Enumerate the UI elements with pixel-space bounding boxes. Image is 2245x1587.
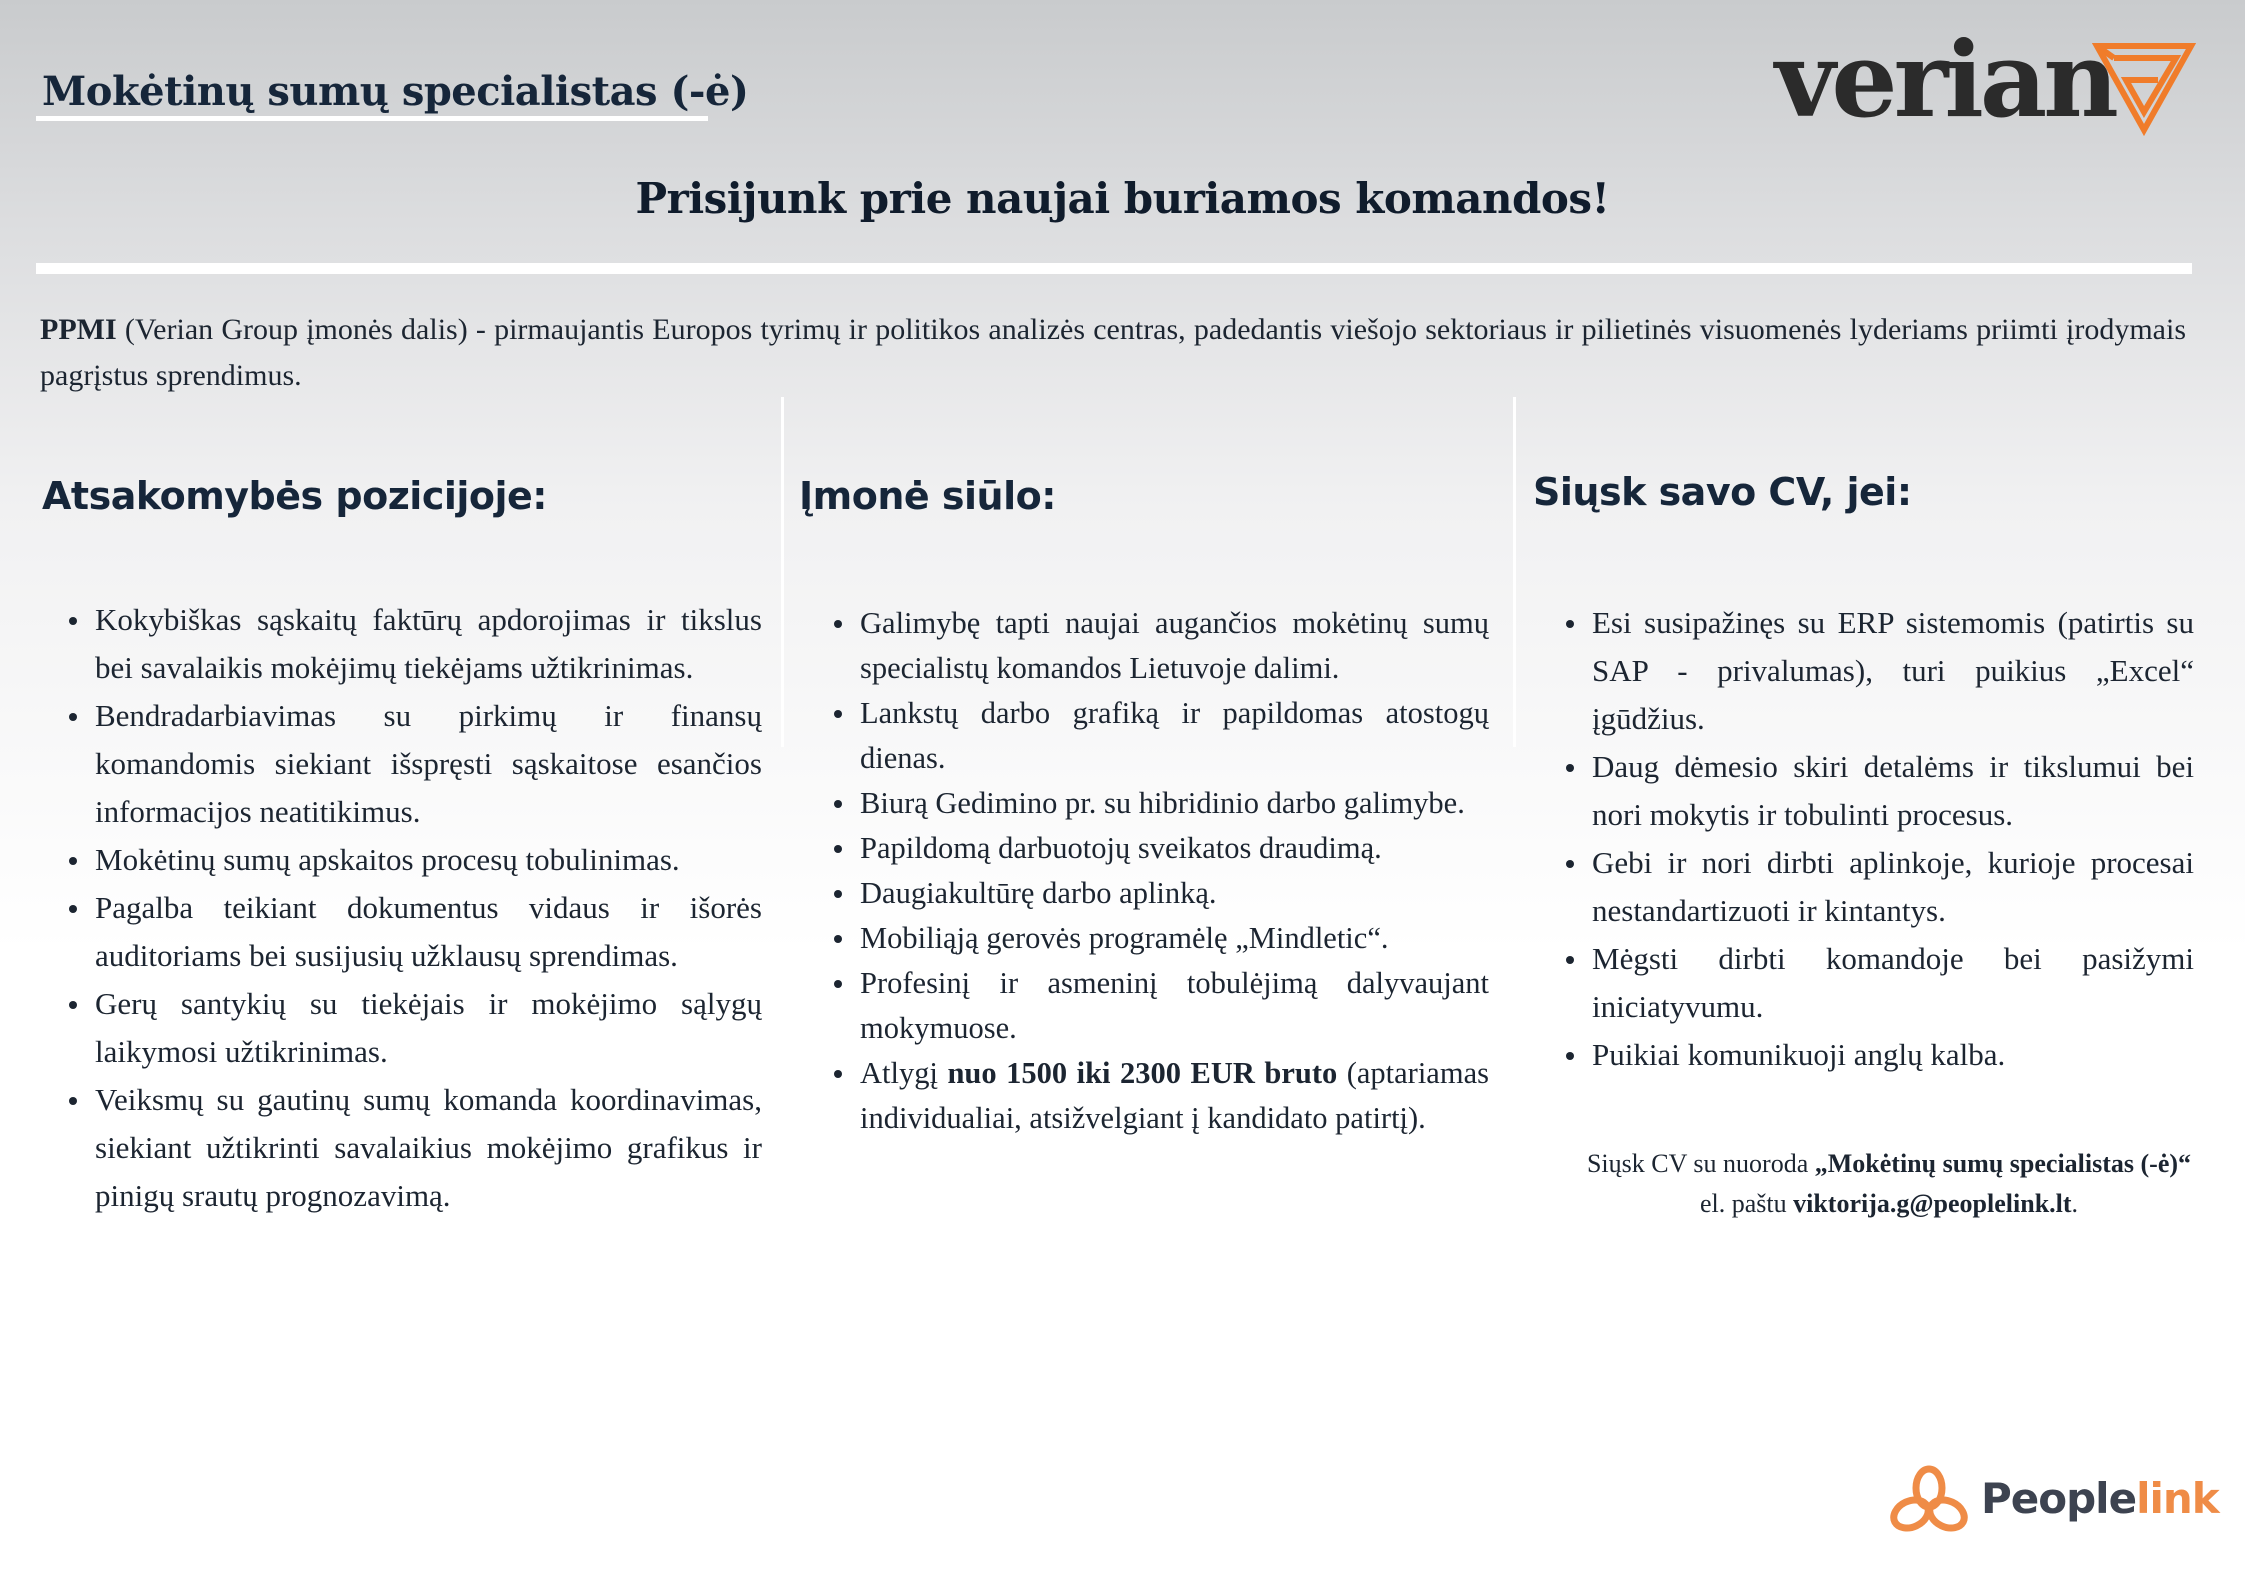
list-item: Mobiliąją gerovės programėlę „Mindletic“. bbox=[807, 916, 1489, 961]
list-item: Galimybę tapti naujai augančios mokėtinų sumų specialistų komandos Lietuvoje dalimi. bbox=[807, 601, 1489, 691]
requirements-heading: Siųsk savo CV, jei: bbox=[1533, 470, 1912, 514]
list-item: Profesinį ir asmeninį tobulėjimą dalyvaujant mokymuose. bbox=[807, 961, 1489, 1051]
company-name: PPMI bbox=[40, 313, 117, 346]
tagline: Prisijunk prie naujai buriamos komandos! bbox=[635, 174, 1610, 223]
send-cv-line: Siųsk CV su nuoroda „Mokėtinų sumų specialistas (-ė)“ bbox=[1586, 1149, 2192, 1178]
page-title: Mokėtinų sumų specialistas (-ė) bbox=[42, 68, 749, 115]
send-cv-instructions bbox=[1539, 1144, 2239, 1224]
offer-list bbox=[807, 601, 1489, 1141]
title-underline bbox=[36, 116, 708, 121]
column-divider bbox=[1513, 397, 1516, 747]
intro-text: (Verian Group įmonės dalis) - pirmaujantis Europos tyrimų ir politikos analizės centras, padedantis viešojo sektoriaus ir pilietinės visuomenės lyderiams priimti įrodymais pagrįstus sprendimus. bbox=[40, 313, 2186, 392]
list-item: Lankstų darbo grafiką ir papildomas atostogų dienas. bbox=[807, 691, 1489, 781]
list-item: Mokėtinų sumų apskaitos procesų tobulinimas. bbox=[42, 836, 762, 884]
list-item: Mėgsti dirbti komandoje bei pasižymi iniciatyvumu. bbox=[1539, 935, 2194, 1031]
list-item: Gebi ir nori dirbti aplinkoje, kurioje procesai nestandartizuoti ir kintantys. bbox=[1539, 839, 2194, 935]
list-item: Esi susipažinęs su ERP sistemomis (patirtis su SAP - privalumas), turi puikius „Excel“ įgūdžius. bbox=[1539, 599, 2194, 743]
list-item: Kokybiškas sąskaitų faktūrų apdorojimas ir tikslus bei savalaikis mokėjimų tiekėjams užtikrinimas. bbox=[42, 596, 762, 692]
list-item: Daug dėmesio skiri detalėms ir tikslumui bei nori mokytis ir tobulinti procesus. bbox=[1539, 743, 2194, 839]
verian-logo-text: verian bbox=[1775, 18, 2115, 141]
list-item: Bendradarbiavimas su pirkimų ir finansų komandomis siekiant išspręsti sąskaitose esančios informacijos neatitikimus. bbox=[42, 692, 762, 836]
responsibilities-list bbox=[42, 596, 762, 1220]
list-item: Veiksmų su gautinų sumų komanda koordinavimas, siekiant užtikrinti savalaikius mokėjimo grafikus ir pinigų srautų prognozavimą. bbox=[42, 1076, 762, 1220]
column-divider bbox=[781, 397, 784, 747]
list-item: Biurą Gedimino pr. su hibridinio darbo galimybe. bbox=[807, 781, 1489, 826]
contact-email-link[interactable]: viktorija.g@peoplelink.lt bbox=[1793, 1189, 2072, 1218]
peoplelink-knot-logo-icon bbox=[1887, 1464, 1971, 1540]
cv-reference: „Mokėtinų sumų specialistas (-ė)“ bbox=[1814, 1149, 2192, 1178]
verian-triangle-logo-icon bbox=[2092, 40, 2196, 136]
list-item: Puikiai komunikuoji anglų kalba. bbox=[1539, 1031, 2194, 1079]
offer-heading: Įmonė siūlo: bbox=[799, 474, 1056, 518]
responsibilities-heading: Atsakomybės pozicijoje: bbox=[42, 474, 548, 518]
list-item: Daugiakultūrę darbo aplinką. bbox=[807, 871, 1489, 916]
salary-range: nuo 1500 iki 2300 EUR bruto bbox=[947, 1056, 1338, 1090]
list-item: Pagalba teikiant dokumentus vidaus ir išorės auditoriams bei susijusių užklausų sprendimas. bbox=[42, 884, 762, 980]
list-item: Papildomą darbuotojų sveikatos draudimą. bbox=[807, 826, 1489, 871]
send-cv-email-line: el. paštu viktorija.g@peoplelink.lt. bbox=[1699, 1189, 2079, 1218]
salary-item: Atlygį nuo 1500 iki 2300 EUR bruto (aptariamas individualiai, atsižvelgiant į kandidato patirtį). bbox=[807, 1051, 1489, 1141]
peoplelink-logo-text: Peoplelink bbox=[1981, 1474, 2219, 1523]
header-divider bbox=[36, 263, 2192, 274]
requirements-list bbox=[1539, 599, 2194, 1079]
list-item: Gerų santykių su tiekėjais ir mokėjimo sąlygų laikymosi užtikrinimas. bbox=[42, 980, 762, 1076]
intro-paragraph bbox=[40, 307, 2186, 399]
